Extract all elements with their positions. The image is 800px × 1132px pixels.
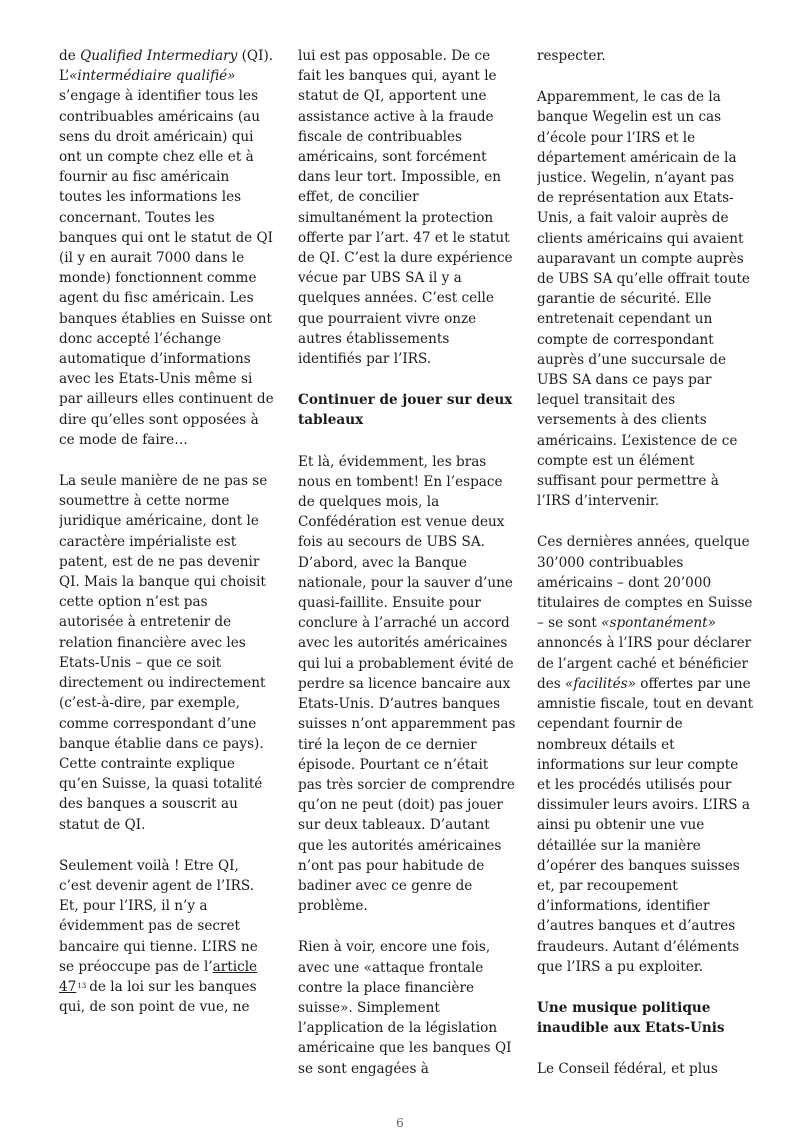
paragraph: Et là, évidemment, les bras nous en tombent! En l’espace de quelques mois, la Confédération est venue deux fois au secours de UBS SA. D’abord, avec la Banque nationale, pour la sauver d’une quasi-faillite. Ensuite pour conclure à l’arraché un accord avec les autorités américaines qui lui a probablement évité de perdre sa licence bancaire aux Etats-Unis. D’autres banques suisses n’ont apparemment pas tiré la leçon de ce dernier épisode. Pourtant ce n’était pas très sorcier de comprendre qu’on ne peut (doit) pas jouer sur deux tableaux. D’autant que les autorités américaines n’ont pas pour habitude de badiner avec ce genre de problème. xyxy=(298,453,516,915)
section-heading: Continuer de jouer sur deux tableaux xyxy=(298,392,513,429)
paragraph: Ces dernières années, quelque 30’000 contribuables américains – dont 20’000 titulaires de comptes en Suisse – se sont «spontanément» annoncés à l’IRS pour déclarer de l’argent caché et bénéficier des «facilités» offertes par une amnistie fiscale, tout en devant cependant fournir de nombreux détails et informations sur leur compte et les procédés utilisés pour dissimuler leurs avoirs. L’IRS a ainsi pu obtenir une vue détaillée sur la manière d’opérer des banques suisses et, par recoupement d’informations, identifier d’autres banques et d’autres fraudeurs. Autant d’éléments que l’IRS a pu exploiter. xyxy=(537,534,754,975)
paragraph: Rien à voir, encore une fois, avec une «attaque frontale contre la place financière suisse». Simplement l’application de la législation américaine que les banques QI se sont engagées à xyxy=(298,939,512,1077)
paragraph: lui est pas opposable. De ce fait les banques qui, ayant le statut de QI, apportent une assistance active à la fraude fiscale de contribuables américains, sont forcément dans leur tort. Impossible, en effet, de concilier simultanément la protection offerte par l’art. 47 et le statut de QI. C’est la dure expérience vécue par UBS SA il y a quelques années. C’est celle que pourraient vivre onze autres établissements identifiés par l’IRS. xyxy=(298,48,513,368)
page-number: 6 xyxy=(396,1116,404,1130)
paragraph: La seule manière de ne pas se soumettre à cette norme juridique américaine, dont le caractère impérialiste est patent, est de ne pas devenir QI. Mais la banque qui choisit cette option n’est pas autorisée à entretenir de relation financière avec les Etats-Unis – que ce soit directement ou indirectement (c’est-à-dire, par exemple, comme correspondant d’une banque établie dans ce pays). Cette contrainte explique qu’en Suisse, la quasi totalité des banques a souscrit au statut de QI. xyxy=(59,473,268,833)
article-47-link[interactable]: article 47 xyxy=(59,958,258,995)
footnote-ref[interactable]: 13 xyxy=(77,981,87,990)
paragraph: de Qualified Intermediary (QI). L’«intermédiaire qualifié» s’engage à identifier tous les contribuables américains (au sens du droit américain) qui ont un compte chez elle et à fournir au fisc américain toutes les informations les concernant. Toutes les banques qui ont le statut de QI (il y en aurait 7000 dans le monde) fonctionnent comme agent du fisc américain. Les banques établies en Suisse ont donc accepté l’échange automatique d’informations avec les Etats-Unis même si par ailleurs elles continuent de dire qu’elles sont opposées à ce mode de faire… xyxy=(59,48,274,448)
column-3 xyxy=(537,46,755,1101)
paragraph: respecter. xyxy=(537,48,606,64)
paragraph: Le Conseil fédéral, et plus xyxy=(537,1061,718,1078)
section-heading: Une musique politique inaudible aux Etats-Unis xyxy=(537,999,725,1037)
paragraph: Apparemment, le cas de la banque Wegelin est un cas d’école pour l’IRS et le département américain de la justice. Wegelin, n’ayant pas de représentation aux Etats-Unis, a fait valoir auprès de clients américains qui avaient auparavant un compte auprès de UBS SA qu’elle offrait toute garantie de sécurité. Elle entretenait cependant un compte de correspondant auprès d’une succursale de UBS SA dans ce pays par lequel transitait des versements à des clients américains. L’existence de ce compte est un élément suffisant pour permettre à l’IRS d’intervenir. xyxy=(537,89,750,510)
paragraph: Seulement voilà ! Etre QI, c’est devenir agent de l’IRS. Et, pour l’IRS, il n’y a évidemment pas de secret bancaire qui tienne. L’IRS ne se préoccupe pas de l’article $47^{13}$ de la loi sur les banques qui, de son point de vue, ne xyxy=(59,857,258,1016)
column-2 xyxy=(298,46,516,1100)
column-1 xyxy=(59,46,275,1038)
